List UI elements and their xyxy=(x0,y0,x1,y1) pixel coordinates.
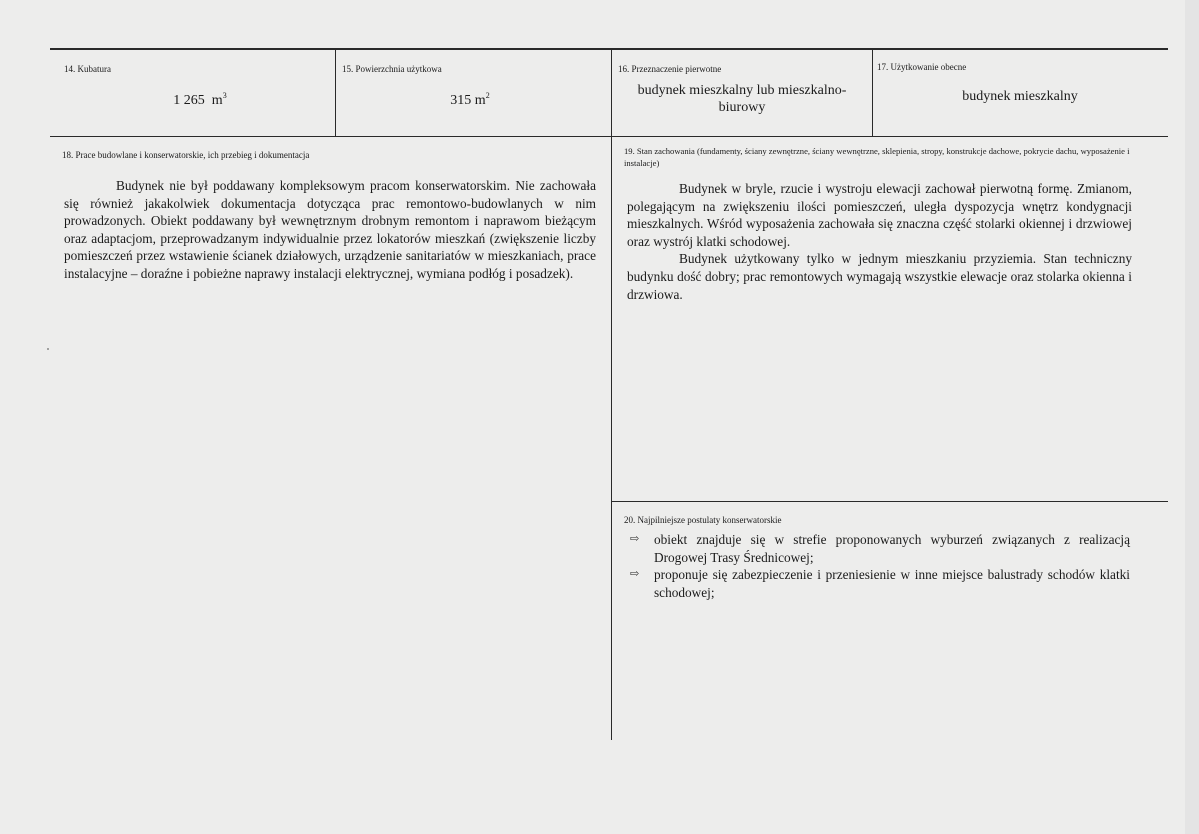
field19-label: 19. Stan zachowania (fundamenty, ściany zewnętrzne, ściany wewnętrzne, sklepienia, stropy, konstrukcje dachowe, pokrycie dachu, wyposażenie i instalacje) xyxy=(624,146,1130,168)
field20-list xyxy=(630,531,1130,601)
field20-item xyxy=(628,566,1130,601)
field19-paragraph-2: Budynek użytkowany tylko w jednym mieszkaniu przyziemia. Stan techniczny budynku dość dobry; prac remontowych wymagają wszystkie elewacje oraz stolarka okienna i drzwiowa. xyxy=(627,251,1132,302)
field20-item xyxy=(628,531,1130,566)
field18-label: 18. Prace budowlane i konserwatorskie, ich przebieg i dokumentacja xyxy=(62,150,310,160)
field16-value: budynek mieszkalny lub mieszkalno-biurowy xyxy=(637,83,847,115)
field15-number: 315 xyxy=(450,93,472,108)
field18-text-block xyxy=(64,177,596,283)
field16-label: 16. Przeznaczenie pierwotne xyxy=(618,64,722,74)
field14-exponent: 3 xyxy=(222,91,227,100)
row1-bottom-border xyxy=(50,136,1168,137)
field15-exponent: 2 xyxy=(485,91,490,100)
right-arrow-icon: ⇨ xyxy=(630,533,640,545)
field17-label: 17. Użytkowanie obecne xyxy=(877,62,967,72)
field15-value xyxy=(420,92,520,109)
field20-label: 20. Najpilniejsze postulaty konserwatorskie xyxy=(624,515,782,525)
top-border xyxy=(50,48,1168,50)
right-arrow-icon: ⇨ xyxy=(630,568,640,581)
field14-unit: m xyxy=(211,93,223,108)
field20-item-text: proponuje się zabezpieczenie i przeniesienie w inne miejsce balustrady schodów klatki schodowej; xyxy=(654,567,1130,600)
col-divider-main xyxy=(611,48,612,740)
field19-paragraph-1: Budynek w bryle, rzucie i wystroju elewacji zachował pierwotną formę. Zmianom, polegającym na zwiększeniu ilości pomieszczeń, uległa dyspozycja wnętrz kondygnacji mieszkalnych. Wśród wyposażenia zachowała się znaczna część stolarki okiennej i drzwiowej oraz wystrój klatki schodowej. xyxy=(627,181,1132,249)
field14-number: 1 265 xyxy=(173,93,205,108)
field15-label: 15. Powierzchnia użytkowa xyxy=(342,64,442,74)
col-divider-1 xyxy=(335,48,336,137)
field19-text-block xyxy=(627,180,1132,303)
speck xyxy=(47,348,49,350)
col-divider-3 xyxy=(872,48,873,137)
field17-value: budynek mieszkalny xyxy=(962,89,1078,104)
field14-label: 14. Kubatura xyxy=(64,64,111,74)
field15-unit: m xyxy=(474,93,486,108)
page-edge xyxy=(1185,0,1199,834)
field18-paragraph: Budynek nie był poddawany kompleksowym pracom konserwatorskim. Nie zachowała się również jakakolwiek dokumentacja dotycząca prac remontowo-budowlanych w nim prowadzonych. Obiekt poddawany był wewnętrznym drobnym remontom i naprawom bieżącym oraz adaptacjom, przeprowadzanym indywidualnie przez lokatorów mieszkań (zwiększenie liczby pomieszczeń przez wstawienie ścianek działowych, urządzenie sanitariatów w mieszkaniach, prace instalacyjne – doraźne i pobieżne naprawy instalacji elektrycznej, wymiana podłóg i posadzek). xyxy=(64,178,596,281)
row-divider-20 xyxy=(611,501,1168,502)
field14-value xyxy=(140,92,260,109)
field20-item-text: obiekt znajduje się w strefie proponowanych wyburzeń związanych z realizacją Drogowej Trasy Średnicowej; xyxy=(654,532,1130,565)
